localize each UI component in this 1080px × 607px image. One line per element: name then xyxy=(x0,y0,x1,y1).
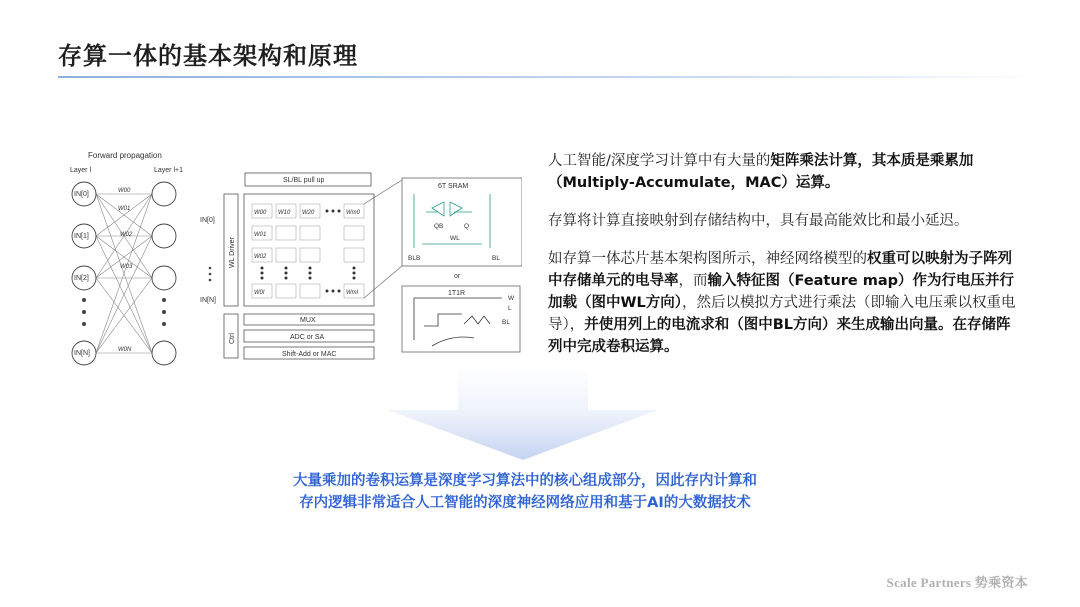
wl-driver-label: WL Driver xyxy=(229,237,236,268)
rram-l: L xyxy=(508,305,512,312)
cell-label-wml: Wml xyxy=(346,290,358,296)
row-input-0: IN[0] xyxy=(200,217,215,224)
pullup-label: SL/BL pull up xyxy=(283,177,325,184)
architecture-diagram xyxy=(62,148,522,380)
nn-node-out0 xyxy=(152,182,176,206)
nn-ellipsis-dots xyxy=(82,298,166,326)
footer-brand: Scale Partners 势乘资本 xyxy=(886,575,1028,590)
shift-add-label: Shift-Add or MAC xyxy=(282,351,337,358)
cell-label-wm0: Wm0 xyxy=(346,210,360,216)
rram-w: W xyxy=(508,295,515,302)
weight-label-1: W01 xyxy=(118,206,131,212)
sram-qb: QB xyxy=(434,223,444,230)
cell-label-w10: W10 xyxy=(278,210,291,216)
sram-blb: BLB xyxy=(408,255,421,262)
sram-q: Q xyxy=(464,223,470,230)
slide-title: 存算一体的基本架构和原理 xyxy=(58,42,358,70)
layer-left-label: Layer l xyxy=(70,167,92,174)
p3-seg-3: 输入特征图（Feature map）作为行电压并行加载（图中WL方向） xyxy=(548,273,1014,311)
weight-label-0: W00 xyxy=(118,188,131,194)
nn-connections xyxy=(96,194,152,353)
cell-label-w0l: W0l xyxy=(254,290,265,296)
body-text xyxy=(548,150,1023,374)
cell-label-w20: W20 xyxy=(302,210,315,216)
rram-bl: BL xyxy=(502,319,510,326)
p3-seg-2: ，而 xyxy=(678,273,708,289)
or-label: or xyxy=(454,273,461,280)
down-arrow xyxy=(388,366,658,460)
summary-text: 大量乘加的卷积运算是深度学习算法中的核心组成部分，因此存内计算和存内逻辑非常适合人工智能的深度神经网络应用和基于AI的大数据技术 xyxy=(293,473,757,511)
node-label-0: IN[0] xyxy=(74,191,89,198)
weight-label-3: W03 xyxy=(120,264,133,270)
nn-node-outN xyxy=(152,341,176,365)
weight-label-4: W0N xyxy=(118,347,132,353)
sram-title: 6T SRAM xyxy=(438,183,469,190)
nn-title: Forward propagation xyxy=(88,151,162,160)
layer-right-label: Layer l+1 xyxy=(154,167,183,174)
node-label-3: IN[N] xyxy=(74,350,90,357)
rram-title: 1T1R xyxy=(448,290,466,297)
p3-seg-5: 并使用列上的电流求和（图中BL方向）来生成输出向量。在存储阵列中完成卷积运算。 xyxy=(548,317,1011,355)
sram-bl: BL xyxy=(492,255,500,262)
p2-seg-0: 存算将计算直接映射到存储结构中，具有最高能效比和最小延迟。 xyxy=(548,213,969,229)
cell-label-w00: W00 xyxy=(254,210,267,216)
p3-seg-4: ，然后以模拟方式进行乘法（即输入电压乘以权重电导）， xyxy=(548,295,1016,333)
cell-label-w02: W02 xyxy=(254,254,267,260)
paragraph-2 xyxy=(548,210,1023,232)
weight-label-2: W02 xyxy=(120,232,133,238)
nn-node-out1 xyxy=(152,224,176,248)
title-divider xyxy=(58,76,1036,78)
adc-label: ADC or SA xyxy=(290,334,325,341)
sram-box xyxy=(402,178,522,266)
paragraph-1 xyxy=(548,150,1023,194)
p1-seg-1: 矩阵乘法计算，其本质是乘累加（Multiply-Accumulate，MAC）运算。 xyxy=(548,153,974,191)
node-label-2: IN[2] xyxy=(74,275,89,282)
mux-label: MUX xyxy=(300,317,316,324)
p3-seg-1: 权重可以映射为子阵列中存储单元的电导率 xyxy=(548,251,1012,289)
nn-node-out2 xyxy=(152,266,176,290)
p1-seg-0: 人工智能/深度学习计算中有大量的 xyxy=(548,153,771,169)
paragraph-3 xyxy=(548,248,1023,358)
cell-label-w01: W01 xyxy=(254,232,267,238)
sram-wl: WL xyxy=(450,235,460,242)
row-input-N: IN[N] xyxy=(200,297,216,304)
node-label-1: IN[1] xyxy=(74,233,89,240)
p3-seg-0: 如存算一体芯片基本架构图所示，神经网络模型的 xyxy=(548,251,867,267)
ctrl-label: Ctrl xyxy=(229,333,236,344)
